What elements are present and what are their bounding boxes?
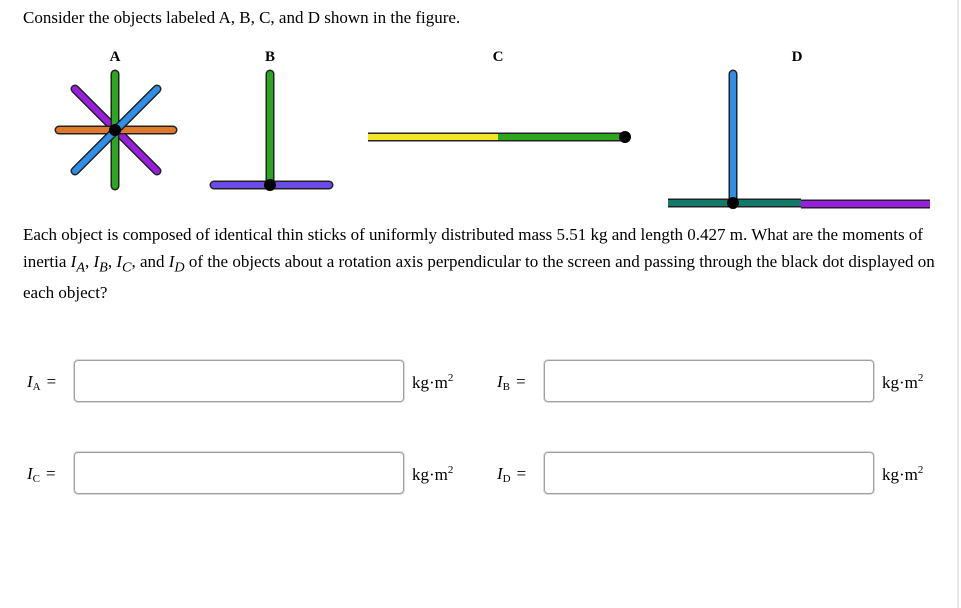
label-a: A xyxy=(109,49,121,65)
label-ib: $I_B$ = xyxy=(497,372,526,393)
label-ia: $I_A$ = xyxy=(27,372,57,393)
unit-ib: $kg\cdot m^2$ xyxy=(882,372,924,392)
object-b xyxy=(214,74,329,191)
problem-description: Each object is composed of identical thin sticks of uniformly distributed mass 5.51 kg and length 0.427 m. What are the moments of inertia $I_A$, $I_B$, $I_C$, and $I_D$ of the objects about a rotation axis perpendicular to the screen and passing through the black dot displayed on each object? xyxy=(23,225,935,303)
label-ic: $I_C$ = xyxy=(27,464,56,485)
answer-input-ib[interactable] xyxy=(544,360,874,402)
unit-id: $kg\cdot m^2$ xyxy=(882,464,924,484)
question-prompt: Consider the objects labeled A, B, C, and D shown in the figure. xyxy=(23,8,461,27)
answer-input-ic[interactable] xyxy=(74,452,404,494)
pivot-dot-b xyxy=(264,179,276,191)
unit-ia: $kg\cdot m^2$ xyxy=(412,372,454,392)
object-d xyxy=(668,74,930,209)
symbol-ia: $I_A$ xyxy=(70,251,85,275)
unit-ic: $kg\cdot m^2$ xyxy=(412,464,454,484)
symbol-id: $I_D$ xyxy=(168,251,185,275)
label-id: $I_D$ = xyxy=(497,464,527,485)
pivot-dot-a xyxy=(109,124,121,136)
answer-input-id[interactable] xyxy=(544,452,874,494)
description-part-1: Each object is composed of identical thin sticks of uniformly distributed mass 5.51 kg and length 0.427 m. What are the moments of inertia xyxy=(23,225,924,271)
pivot-dot-c xyxy=(619,131,631,143)
label-c: C xyxy=(492,49,504,65)
answer-input-ia[interactable] xyxy=(74,360,404,402)
label-d: D xyxy=(791,49,803,65)
object-a xyxy=(59,74,173,186)
objects-figure xyxy=(0,0,961,215)
pivot-dot-d xyxy=(727,197,739,209)
description-part-2: of the objects about a rotation axis perpendicular to the screen and passing through the black dot displayed on each object? xyxy=(23,251,935,303)
object-c xyxy=(368,131,631,143)
symbol-ic: $I_C$ xyxy=(116,251,132,275)
symbol-ib: $I_B$ xyxy=(93,251,108,275)
label-b: B xyxy=(264,49,276,65)
